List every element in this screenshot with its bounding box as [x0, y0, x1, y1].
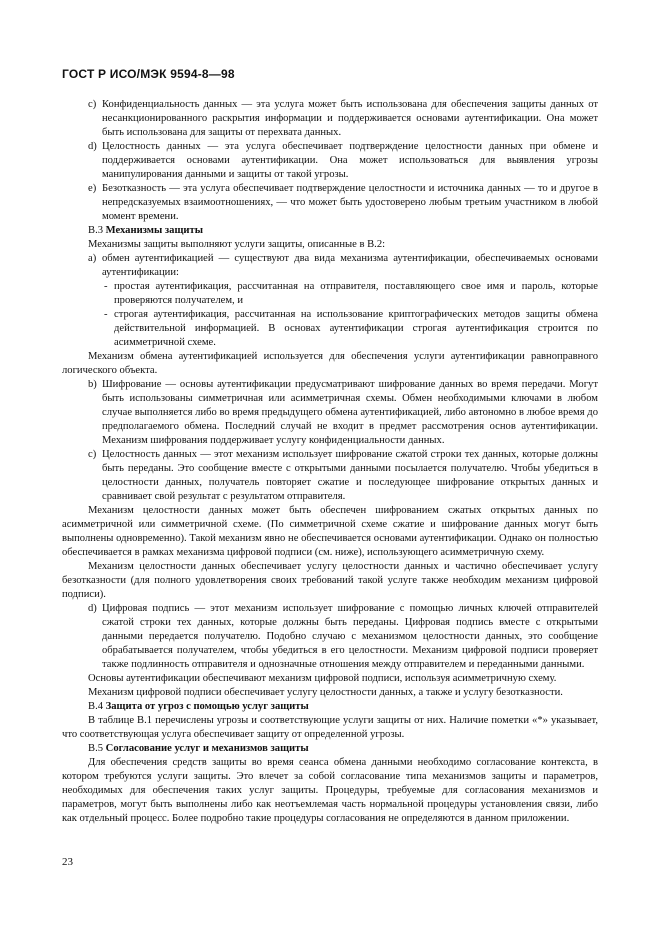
paragraph: Механизм обмена аутентификацией используется для обеспечения услуги аутентификации равноправного логического объекта.: [62, 351, 598, 376]
list-text: Целостность данных — эта услуга обеспечивает подтверждение целостности данных при обмене и поддерживается основами аутентификации. Она может использоваться для выявления угрозы манипулирования данными и защиты от такой угрозы.: [102, 141, 598, 180]
paragraph: Механизм целостности данных может быть обеспечен шифрованием сжатых открытых данных по асимметричной или симметричной схеме. (По симметричной схеме сжатие и шифрование данных могут быть выполнены одновременно). Такой механизм явно не обеспечивается основами аутентификации. Однако он полностью обеспечивается в рамках механизма цифровой подписи (см. ниже), использующего асимметричную схему.: [62, 505, 598, 558]
list-text: Безотказность — эта услуга обеспечивает подтверждение целостности и источника данных — то и другое в непредсказуемых взаимоотношениях, — что может быть удостоверено любым третьим участником в любой момент времени.: [102, 183, 598, 222]
dash-marker: -: [104, 281, 108, 292]
list-text: обмен аутентификацией — существуют два вида механизма аутентификации, обеспечиваемых основами аутентификации:: [102, 253, 598, 278]
dash-item-simple-auth: [104, 280, 598, 308]
dash-text: строгая аутентификация, рассчитанная на использование криптографических методов защиты обмена действительной информацией. В основах аутентификации строгая аутентификация строится по асимметричной схеме.: [114, 309, 598, 348]
paragraph: Основы аутентификации обеспечивают механизм цифровой подписи, используя асимметричную схему.: [88, 673, 557, 684]
list-marker: d): [88, 603, 97, 614]
section-title: Механизмы защиты: [105, 225, 204, 236]
list-item-mech-b: [88, 378, 598, 448]
list-item-mech-a: [88, 252, 598, 280]
section-heading-b4: [88, 700, 598, 714]
list-text: Конфиденциальность данных — эта услуга может быть использована для обеспечения защиты данных от несанкционированного раскрытия информации и поддерживается основами аутентификации. Она может быть использована для защиты от перехвата данных.: [102, 99, 598, 138]
list-text: Шифрование — основы аутентификации предусматривают шифрование данных во время передачи. Могут быть использованы симметричная или асимметричная схемы. Обмен необходимыми ключами в любом случае выполняется либо во время предыдущего обмена аутентификацией, либо автономно в любое время до предполагаемого обмена. Последний случай не входит в предмет рассмотрения основ аутентификации. Механизм шифрования поддерживает услугу конфиденциальности данных.: [102, 379, 598, 446]
section-heading-b5: [88, 742, 598, 756]
list-item-d: [88, 140, 598, 182]
list-text: Цифровая подпись — этот механизм использует шифрование с помощью личных ключей отправителей сжатой строки тех данных, которые должны быть переданы. Цифровая подпись вместе с открытыми данными передается получателю. Подобно случаю с механизмом целостности данных, это сообщение обрабатывается получателем, чтобы убедиться в его целостности. Механизм цифровой подписи проверяет также подлинность отправителя и однозначные отношения между отправителем и переданными данными.: [102, 603, 598, 670]
page-number: 23: [62, 856, 73, 868]
section-title: Защита от угроз с помощью услуг защиты: [105, 701, 309, 712]
list-marker: b): [88, 379, 97, 390]
section-number: В.3: [88, 225, 104, 236]
list-item-mech-c: [88, 448, 598, 504]
list-marker: c): [88, 449, 97, 460]
list-item-mech-d: [88, 602, 598, 672]
list-item-c: [88, 98, 598, 140]
list-marker: e): [88, 183, 97, 194]
section-heading-b3: [88, 224, 598, 238]
section-title: Согласование услуг и механизмов защиты: [105, 743, 309, 754]
paragraph: Механизмы защиты выполняют услуги защиты, описанные в В.2:: [88, 239, 386, 250]
section-number: В.5: [88, 743, 104, 754]
paragraph: Механизм цифровой подписи обеспечивает услугу целостности данных, а также и услугу безотказности.: [88, 687, 563, 698]
paragraph: Механизм целостности данных обеспечивает услугу целостности данных и частично обеспечивает услугу безотказности (для полного удовлетворения своих требований такой услуге также необходим механизм цифровой подписи).: [62, 561, 598, 600]
dash-marker: -: [104, 309, 108, 320]
paragraph: Для обеспечения средств защиты во время сеанса обмена данными необходимо согласование контекста, в котором требуются услуги защиты. Это влечет за собой согласование типа механизмов защиты и параметров, необходимых для обеспечения таких услуг защиты. Процедуры, требуемые для согласования механизмов и параметров, могут быть выполнены либо как неотъемлемая часть нормальной процедуры установления связи, либо как отдельный процесс. Более подробно такие процедуры согласования не определяются в данном приложении.: [62, 757, 598, 824]
dash-item-strong-auth: [104, 308, 598, 350]
list-marker: a): [88, 253, 97, 264]
section-number: В.4: [88, 701, 104, 712]
paragraph: В таблице В.1 перечислены угрозы и соответствующие услуги защиты от них. Наличие пометки «*» указывает, что соответствующая услуга обеспечивает защиту от определенной угрозы.: [62, 715, 598, 740]
list-marker: d): [88, 141, 97, 152]
page-body: [62, 98, 598, 826]
dash-text: простая аутентификация, рассчитанная на отправителя, поставляющего свое имя и пароль, которые проверяются получателем, и: [114, 281, 598, 306]
document-header: ГОСТ Р ИСО/МЭК 9594-8—98: [62, 67, 235, 81]
list-text: Целостность данных — этот механизм использует шифрование сжатой строки тех данных, которые должны быть переданы. Это сообщение вместе с открытыми данными посылается получателю. Чтобы убедиться в целостности данных, получатель повторяет сжатие и последующее шифрование открытых данных и сравнивает свой результат с результатом отправителя.: [102, 449, 598, 502]
list-marker: c): [88, 99, 97, 110]
list-item-e: [88, 182, 598, 224]
